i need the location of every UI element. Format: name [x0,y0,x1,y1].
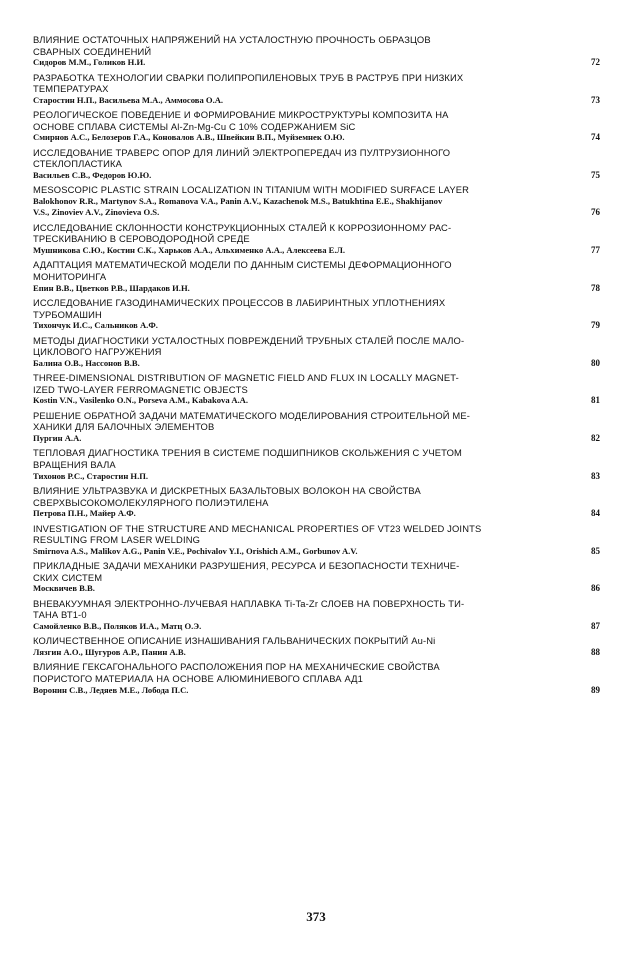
toc-entry[interactable] [33,485,600,520]
toc-entry[interactable] [33,635,600,658]
toc-entry[interactable] [33,335,600,370]
toc-entry[interactable] [33,410,600,445]
toc-entry[interactable] [33,109,600,144]
entry-title: ВЛИЯНИЕ УЛЬТРАЗВУКА И ДИСКРЕТНЫХ БАЗАЛЬТОВЫХ ВОЛОКОН НА СВОЙСТВА СВЕРХВЫСОКОМОЛЕКУЛЯРНОГО ПОЛИЭТИЛЕНА [33,484,421,508]
entry-page-number: 84 [591,508,600,519]
entry-authors: Kostin V.N., Vasilenko O.N., Porseva A.M., Kabakova A.A. [33,395,249,406]
entry-title: РЕОЛОГИЧЕСКОЕ ПОВЕДЕНИЕ И ФОРМИРОВАНИЕ МИКРОСТРУКТУРЫ КОМПОЗИТА НА ОСНОВЕ СПЛАВА СИСТЕМЫ Al-Zn-Mg-Cu С 10% СОДЕРЖАНИЕМ SiC [33,109,449,132]
entry-authors: Самойленко В.В., Поляков И.А., Матц О.Э. [33,620,202,631]
entry-title: INVESTIGATION OF THE STRUCTURE AND MECHANICAL PROPERTIES OF VT23 WELDED JOINTS RESULTING FROM LASER WELDING [33,522,482,546]
toc-entry[interactable] [33,372,600,407]
entry-title: ВЛИЯНИЕ ОСТАТОЧНЫХ НАПРЯЖЕНИЙ НА УСТАЛОСТНУЮ ПРОЧНОСТЬ ОБРАЗЦОВ СВАРНЫХ СОЕДИНЕНИЙ [33,34,431,57]
entry-authors: Воронин С.В., Ледяев М.Е., Лобода П.С. [33,684,189,695]
entry-title: МЕТОДЫ ДИАГНОСТИКИ УСТАЛОСТНЫХ ПОВРЕЖДЕНИЙ ТРУБНЫХ СТАЛЕЙ ПОСЛЕ МАЛО- ЦИКЛОВОГО НАГРУЖЕНИЯ [33,334,465,358]
entry-title: ПРИКЛАДНЫЕ ЗАДАЧИ МЕХАНИКИ РАЗРУШЕНИЯ, РЕСУРСА И БЕЗОПАСНОСТИ ТЕХНИЧЕ- СКИХ СИСТЕМ [33,560,460,583]
entry-authors: Васильев С.В., Федоров Ю.Ю. [33,169,152,180]
entry-page-number: 76 [591,207,600,218]
entry-authors: Smirnova A.S., Malikov A.G., Panin V.E., Pochivalov Y.I., Orishich A.M., Gorbunov A.V. [33,545,358,556]
entry-page-number: 79 [591,320,600,331]
toc-entry[interactable] [33,72,600,107]
toc-entry[interactable] [33,661,600,696]
entry-page-number: 73 [591,94,600,105]
toc-entry[interactable] [33,222,600,257]
entry-authors: Епин В.В., Цветков Р.В., Шардаков И.Н. [33,282,190,293]
entry-title: КОЛИЧЕСТВЕННОЕ ОПИСАНИЕ ИЗНАШИВАНИЯ ГАЛЬВАНИЧЕСКИХ ПОКРЫТИЙ Au-Ni [33,635,436,647]
entry-authors: Мушникова С.Ю., Костин С.К., Харьков А.А., Альхименко А.А., Алексеева Е.Л. [33,244,346,255]
entry-authors: Лязгин А.О., Шугуров А.Р., Панин А.В. [33,646,186,657]
toc-entry[interactable] [33,147,600,182]
entry-title: ВЛИЯНИЕ ГЕКСАГОНАЛЬНОГО РАСПОЛОЖЕНИЯ ПОР НА МЕХАНИЧЕСКИЕ СВОЙСТВА ПОРИСТОГО МАТЕРИАЛА НА ОСНОВЕ АЛЮМИНИЕВОГО СПЛАВА АД1 [33,661,440,684]
entry-authors: Петрова П.Н., Майер А.Ф. [33,508,136,519]
entry-page-number: 81 [591,395,600,406]
entry-title: ВНЕВАКУУМНАЯ ЭЛЕКТРОННО-ЛУЧЕВАЯ НАПЛАВКА Ti-Ta-Zr СЛОЕВ НА ПОВЕРХНОСТЬ ТИ- ТАНА ВТ1-0 [33,597,465,621]
entry-authors: Пургин А.А. [33,432,82,443]
entry-authors: Балина О.В., Нассонов В.В. [33,357,140,368]
toc-entry[interactable] [33,184,600,218]
toc-entry[interactable] [33,297,600,332]
entry-authors: Сидоров М.М., Голиков Н.И. [33,57,146,68]
entry-title: ТЕПЛОВАЯ ДИАГНОСТИКА ТРЕНИЯ В СИСТЕМЕ ПОДШИПНИКОВ СКОЛЬЖЕНИЯ С УЧЕТОМ ВРАЩЕНИЯ ВАЛА [33,447,462,470]
entry-title: АДАПТАЦИЯ МАТЕМАТИЧЕСКОЙ МОДЕЛИ ПО ДАННЫМ СИСТЕМЫ ДЕФОРМАЦИОННОГО МОНИТОРИНГА [33,259,452,282]
entry-page-number: 80 [591,357,600,368]
entry-page-number: 89 [591,684,600,695]
entry-authors: Тихончук И.С., Сальников А.Ф. [33,320,158,331]
entry-page-number: 85 [591,545,600,556]
entry-authors: Москвичев В.В. [33,583,95,594]
entry-authors: Тихонов Р.С., Старостин Н.П. [33,470,149,481]
toc-entry[interactable] [33,560,600,595]
entry-title: РАЗРАБОТКА ТЕХНОЛОГИИ СВАРКИ ПОЛИПРОПИЛЕНОВЫХ ТРУБ В РАСТРУБ ПРИ НИЗКИХ ТЕМПЕРАТУРАХ [33,71,464,95]
entry-page-number: 87 [591,620,600,631]
table-of-contents [33,34,600,699]
entry-page-number: 82 [591,432,600,443]
toc-entry[interactable] [33,523,600,558]
entry-page-number: 74 [591,132,600,143]
entry-page-number: 75 [591,169,600,180]
entry-authors: Смирнов А.С., Белозеров Г.А., Коновалов А.В., Швейкин В.П., Муйземнек О.Ю. [33,132,345,143]
entry-page-number: 83 [591,470,600,481]
toc-entry[interactable] [33,259,600,294]
entry-page-number: 77 [591,244,600,255]
entry-title: ИССЛЕДОВАНИЕ СКЛОННОСТИ КОНСТРУКЦИОННЫХ СТАЛЕЙ К КОРРОЗИОННОМУ РАС- ТРЕСКИВАНИЮ В СЕРОВОДОРОДНОЙ СРЕДЕ [33,221,452,245]
entry-page-number: 86 [591,583,600,594]
entry-title: ИССЛЕДОВАНИЕ ТРАВЕРС ОПОР ДЛЯ ЛИНИЙ ЭЛЕКТРОПЕРЕДАЧ ИЗ ПУЛТРУЗИОННОГО СТЕКЛОПЛАСТИКА [33,146,451,170]
entry-title: MESOSCOPIC PLASTIC STRAIN LOCALIZATION IN TITANIUM WITH MODIFIED SURFACE LAYER [33,184,470,196]
entry-page-number: 88 [591,646,600,657]
entry-title: РЕШЕНИЕ ОБРАТНОЙ ЗАДАЧИ МАТЕМАТИЧЕСКОГО МОДЕЛИРОВАНИЯ СТРОИТЕЛЬНОЙ МЕ- ХАНИКИ ДЛЯ БАЛОЧНЫХ ЭЛЕМЕНТОВ [33,409,471,433]
toc-entry[interactable] [33,447,600,482]
entry-title: ИССЛЕДОВАНИЕ ГАЗОДИНАМИЧЕСКИХ ПРОЦЕССОВ В ЛАБИРИНТНЫХ УПЛОТНЕНИЯХ ТУРБОМАШИН [33,296,446,320]
toc-entry[interactable] [33,34,600,69]
toc-entry[interactable] [33,598,600,633]
entry-page-number: 78 [591,282,600,293]
entry-title: THREE-DIMENSIONAL DISTRIBUTION OF MAGNETIC FIELD AND FLUX IN LOCALLY MAGNET- IZED TWO-LAYER FERROMAGNETIC OBJECTS [33,372,459,395]
entry-authors: Balokhonov R.R., Martynov S.A., Romanova V.A., Panin A.V., Kazachenok M.S., Batukhtina E.E., Shakhijanov V.S., Zinoviev A.V., Zinovieva O.S. [33,195,443,218]
entry-authors: Старостин Н.П., Васильева М.А., Аммосова О.А. [33,94,224,105]
entry-page-number: 72 [591,57,600,68]
page-number-footer: 373 [306,909,326,924]
